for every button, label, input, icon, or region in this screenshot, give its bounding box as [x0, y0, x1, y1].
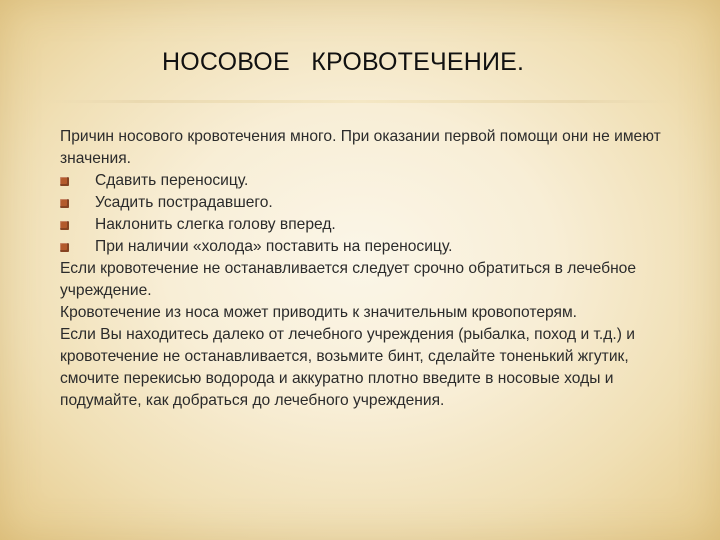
square-bullet-icon	[60, 199, 69, 208]
square-bullet-icon	[60, 243, 69, 252]
bullet-text: Наклонить слегка голову вперед.	[95, 216, 336, 233]
bullet-item	[60, 214, 682, 236]
bullet-item	[60, 170, 682, 192]
slide-title: НОСОВОЕ КРОВОТЕЧЕНИЕ.	[162, 48, 525, 76]
square-bullet-icon	[60, 221, 69, 230]
bullet-text: Усадить пострадавшего.	[95, 194, 273, 211]
bullet-item	[60, 236, 682, 258]
square-bullet-icon	[60, 177, 69, 186]
body-paragraph: Кровотечение из носа может приводить к значительным кровопотерям.	[60, 304, 577, 321]
bullet-item	[60, 192, 682, 214]
bullet-text: При наличии «холода» поставить на переносицу.	[95, 238, 453, 255]
slide-body	[60, 126, 682, 412]
body-paragraph: Если кровотечение не останавливается следует срочно обратиться в лечебное учреждение.	[60, 260, 637, 299]
body-paragraph: Если Вы находитесь далеко от лечебного учреждения (рыбалка, поход и т.д.) и кровотечение не останавливается, возьмите бинт, сделайте тоненький жгутик, смочите перекисью водорода и аккуратно плотно введите в носовые ходы и подумайте, как добраться до лечебного учреждения.	[60, 326, 635, 409]
title-divider	[42, 100, 678, 103]
intro-paragraph: Причин носового кровотечения много. При оказании первой помощи они не имеют значения.	[60, 128, 661, 167]
bullet-text: Сдавить переносицу.	[95, 172, 249, 189]
